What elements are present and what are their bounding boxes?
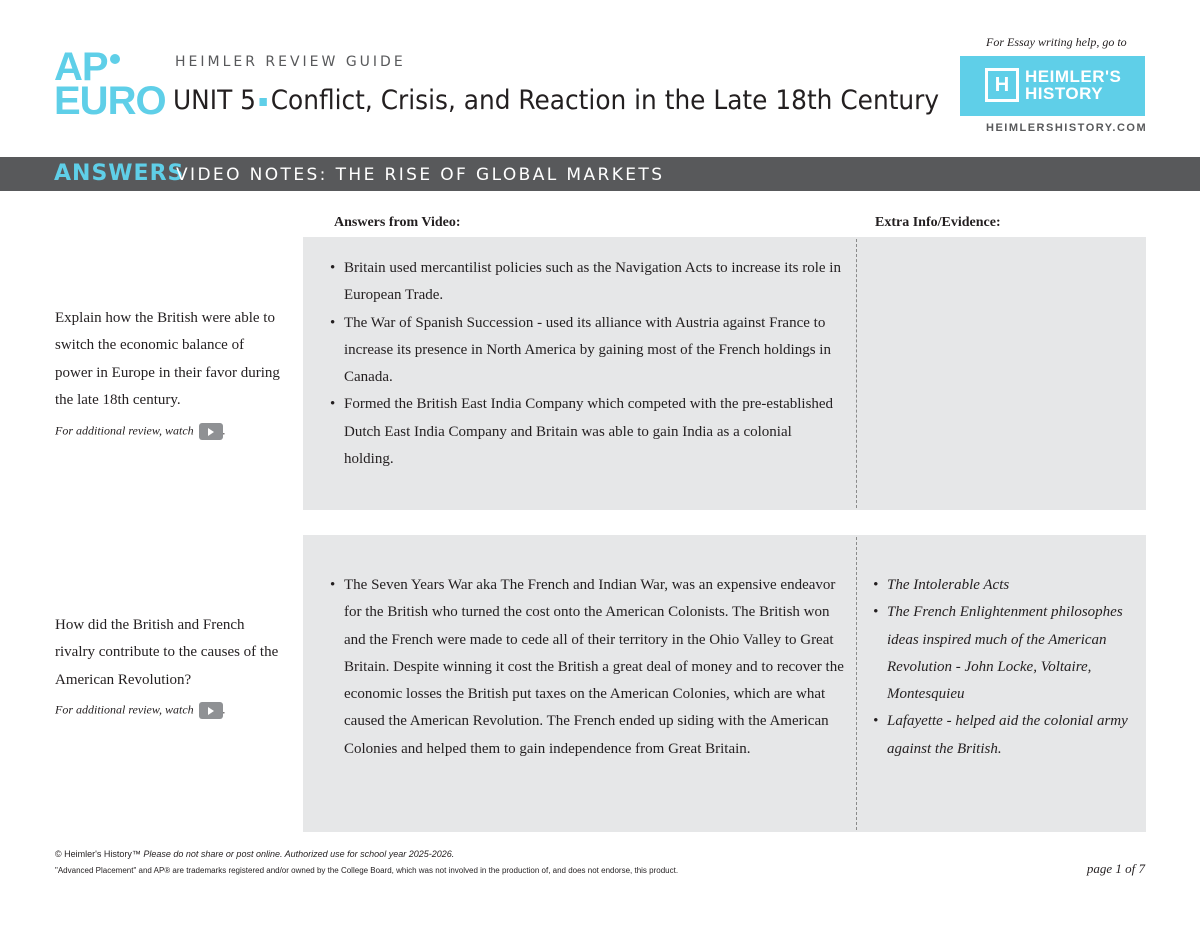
footer-copyright (55, 849, 454, 859)
trademark-notice: "Advanced Placement" and AP® are trademarks registered and/or owned by the College Board, which was not involved in the production of, and does not endorse, this product. (55, 866, 679, 875)
list-item: • The Seven Years War aka The French and Indian War, was an expensive endeavor for the British who turned the cost onto the American Colonists. The British won and the French were made to cede all of their territory in the Ohio Valley to Great Britain. Despite winning it cost the British a great deal of money and to recover the economic losses the British put taxes on the American Colonies, which are what caused the American Revolution. The French ended up siding with the American Colonies and helped them to gain independence from Great Britain. (330, 572, 845, 763)
unit-separator (260, 98, 267, 106)
guide-label: HEIMLER REVIEW GUIDE (175, 54, 406, 70)
review-text-1: For additional review, watch (55, 423, 194, 438)
brand-name (1025, 68, 1121, 102)
review-link-2 (55, 702, 226, 719)
copyright-text: © Heimler's History™ (55, 849, 141, 859)
extra-column-header: Extra Info/Evidence: (875, 215, 1001, 230)
play-icon[interactable] (199, 702, 223, 719)
list-item: • The French Enlightenment philosophes ideas inspired much of the American Revolution - John Locke, Voltaire, Montesquieu (873, 599, 1128, 708)
answers-list-1 (330, 255, 845, 473)
logo-top-text: AP (54, 45, 108, 89)
column-divider-2 (856, 537, 857, 830)
review-link-1 (55, 423, 226, 440)
banner-answers-label: ANSWERS (54, 161, 185, 186)
logo-bottom-text: EURO (54, 79, 166, 123)
logo-dot (110, 54, 120, 64)
banner-title: VIDEO NOTES: THE RISE OF GLOBAL MARKETS (176, 165, 665, 185)
ap-euro-logo (54, 45, 166, 123)
page-number: page 1 of 7 (1086, 861, 1145, 876)
list-item: • The Intolerable Acts (873, 572, 1128, 599)
answers-column-header: Answers from Video: (334, 215, 461, 230)
brand-url-link[interactable]: HEIMLERSHISTORY.COM (986, 122, 1148, 134)
play-icon[interactable] (199, 423, 223, 440)
review-end-1: . (222, 423, 226, 438)
list-item: • Formed the British East India Company which competed with the pre-established Dutch East India Company and Britain was able to gain India as a colonial holding. (330, 391, 845, 473)
unit-title-text: Conflict, Crisis, and Reaction in the Late 18th Century (270, 85, 940, 116)
review-end-2: . (222, 702, 226, 717)
brand-line-1: HEIMLER'S (1025, 67, 1122, 86)
answers-list-2 (330, 572, 845, 763)
heimlers-history-icon: H (985, 68, 1019, 102)
unit-label: UNIT 5 (173, 85, 256, 116)
page-title (173, 85, 939, 116)
essay-help-text: For Essay writing help, go to (986, 35, 1127, 49)
list-item: • Britain used mercantilist policies such as the Navigation Acts to increase its role in European Trade. (330, 255, 845, 310)
extra-list-2 (873, 572, 1128, 763)
question-2: How did the British and French rivalry contribute to the causes of the American Revolution? (55, 617, 279, 688)
list-item: • The War of Spanish Succession - used its alliance with Austria against France to increase its presence in North America by gaining most of the French holdings in Canada. (330, 310, 845, 392)
question-1: Explain how the British were able to switch the economic balance of power in Europe in their favor during the late 18th century. (55, 310, 280, 408)
review-text-2: For additional review, watch (55, 702, 194, 717)
share-notice: Please do not share or post online. Authorized use for school year 2025-2026. (143, 849, 455, 859)
column-divider-1 (856, 239, 857, 508)
brand-line-2: HISTORY (1025, 84, 1104, 103)
list-item: • Lafayette - helped aid the colonial army against the British. (873, 708, 1128, 763)
